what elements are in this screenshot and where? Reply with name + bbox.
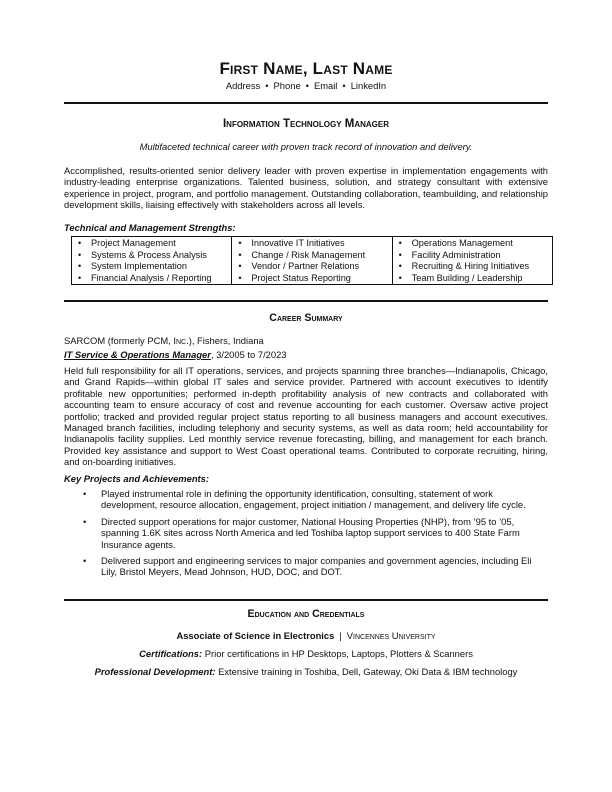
contact-separator: • [265,80,269,91]
project-item: • Delivered support and engineering services to major companies and government agencies, including Eli Lily, Bristol Meyers, Mead Johnson, HUD, DOC, and DOT. [64,555,550,578]
header-divider [64,102,548,104]
employer-suffix: Inc. [173,335,189,346]
projects-heading: Key Projects and Achievements: [64,473,210,484]
employer-line [64,335,264,346]
contact-linkedin: LinkedIn [350,80,387,91]
project-item: • Directed support operations for major customer, National Housing Properties (NHP), from ’95 to ’05, spanning 1.6K sites across North America and led Toshiba laptop support services to 400 State Farm Insurance agents. [64,516,550,550]
career-summary-heading: Career Summary [269,312,343,324]
degree-line [0,630,612,641]
job-title: IT Service & Operations Manager [64,349,211,360]
profile-summary: Accomplished, results-oriented senior delivery leader with proven expertise in implementation engagements with industry-leading enterprise organizations. Talented business, solution, and strategy consultant with extensive experience in project, program, and portfolio management. Outstanding collaboration, teambuilding, and relationship development skills, liaising effectively with stakeholders across all levels. [64,165,548,211]
degree-name: Associate of Science in Electronics [176,630,335,641]
contact-separator: • [342,80,346,91]
section-divider [64,599,548,601]
education-heading: Education and Credentials [247,608,365,620]
job-dates: , 3/2005 to 7/2023 [210,349,287,360]
strength-item: • Project Management [78,238,231,250]
strength-item: • Change / Risk Management [238,250,391,262]
strength-item: • System Implementation [78,261,231,273]
contact-address: Address [225,80,261,91]
certifications-text: Prior certifications in HP Desktops, Laptops, Plotters & Scanners [202,648,473,659]
section-divider [64,300,548,302]
contact-separator: • [305,80,309,91]
strength-item: • Facility Administration [399,250,552,262]
candidate-name: First Name, Last Name [219,59,393,78]
certifications-label: Certifications: [139,648,203,659]
job-target-title: Information Technology Manager [222,118,390,130]
degree-divider: | [339,630,342,641]
job-description: Held full responsibility for all IT operations, services, and projects spanning three branches—Indianapolis, Chicago, and Grand Rapids—within global IT sales and service provider. Partnered with account executives to identify profitable new opportunities; performed in-depth profitability analysis of new contracts and collaborated with accounting team to ensure accuracy of cost and revenue accounting for each customer. Oversaw active project portfolio; tracked and provided regular project status reporting to all business managers and account executives. Managed branch facilities, including telephony and security systems, as well as data room; held accountability for Indianapolis facility supplies. Led monthly service revenue forecasting, billing, and management for each branch. Provided key assistance and support to West Coast operational teams. Contributed to corporate recruiting, hiring, and on-boarding initiatives. [64,365,548,468]
strengths-column [392,237,552,285]
job-line [64,349,287,360]
strengths-table [71,236,553,285]
school-name: Vincennes University [346,630,436,641]
contact-email: Email [313,80,338,91]
project-item: • Played instrumental role in defining the opportunity identification, consulting, statement of work development, resource allocation, engagement, project initiation / management, and delivery life cycle. [64,488,550,511]
professional-development-label: Professional Development: [94,666,216,677]
employer-name: SARCOM (formerly PCM, [64,335,174,346]
strength-item: • Project Status Reporting [238,273,391,285]
strengths-column [72,237,232,285]
tagline: Multifaceted technical career with proven track record of innovation and delivery. [139,141,473,152]
professional-development-line [0,666,612,677]
strengths-heading: Technical and Management Strengths: [64,222,236,233]
projects-list [64,488,550,583]
strength-item: • Vendor / Partner Relations [238,261,391,273]
strength-item: • Innovative IT Initiatives [238,238,391,250]
strength-item: • Recruiting & Hiring Initiatives [399,261,552,273]
employer-location: ), Fishers, Indiana [188,335,264,346]
contact-line [0,80,612,91]
strength-item: • Operations Management [399,238,552,250]
strength-item: • Systems & Process Analysis [78,250,231,262]
professional-development-text: Extensive training in Toshiba, Dell, Gateway, Oki Data & IBM technology [215,666,518,677]
strength-item: • Financial Analysis / Reporting [78,273,231,285]
strengths-column [232,237,392,285]
contact-phone: Phone [273,80,301,91]
certifications-line [0,648,612,659]
strength-item: • Team Building / Leadership [399,273,552,285]
